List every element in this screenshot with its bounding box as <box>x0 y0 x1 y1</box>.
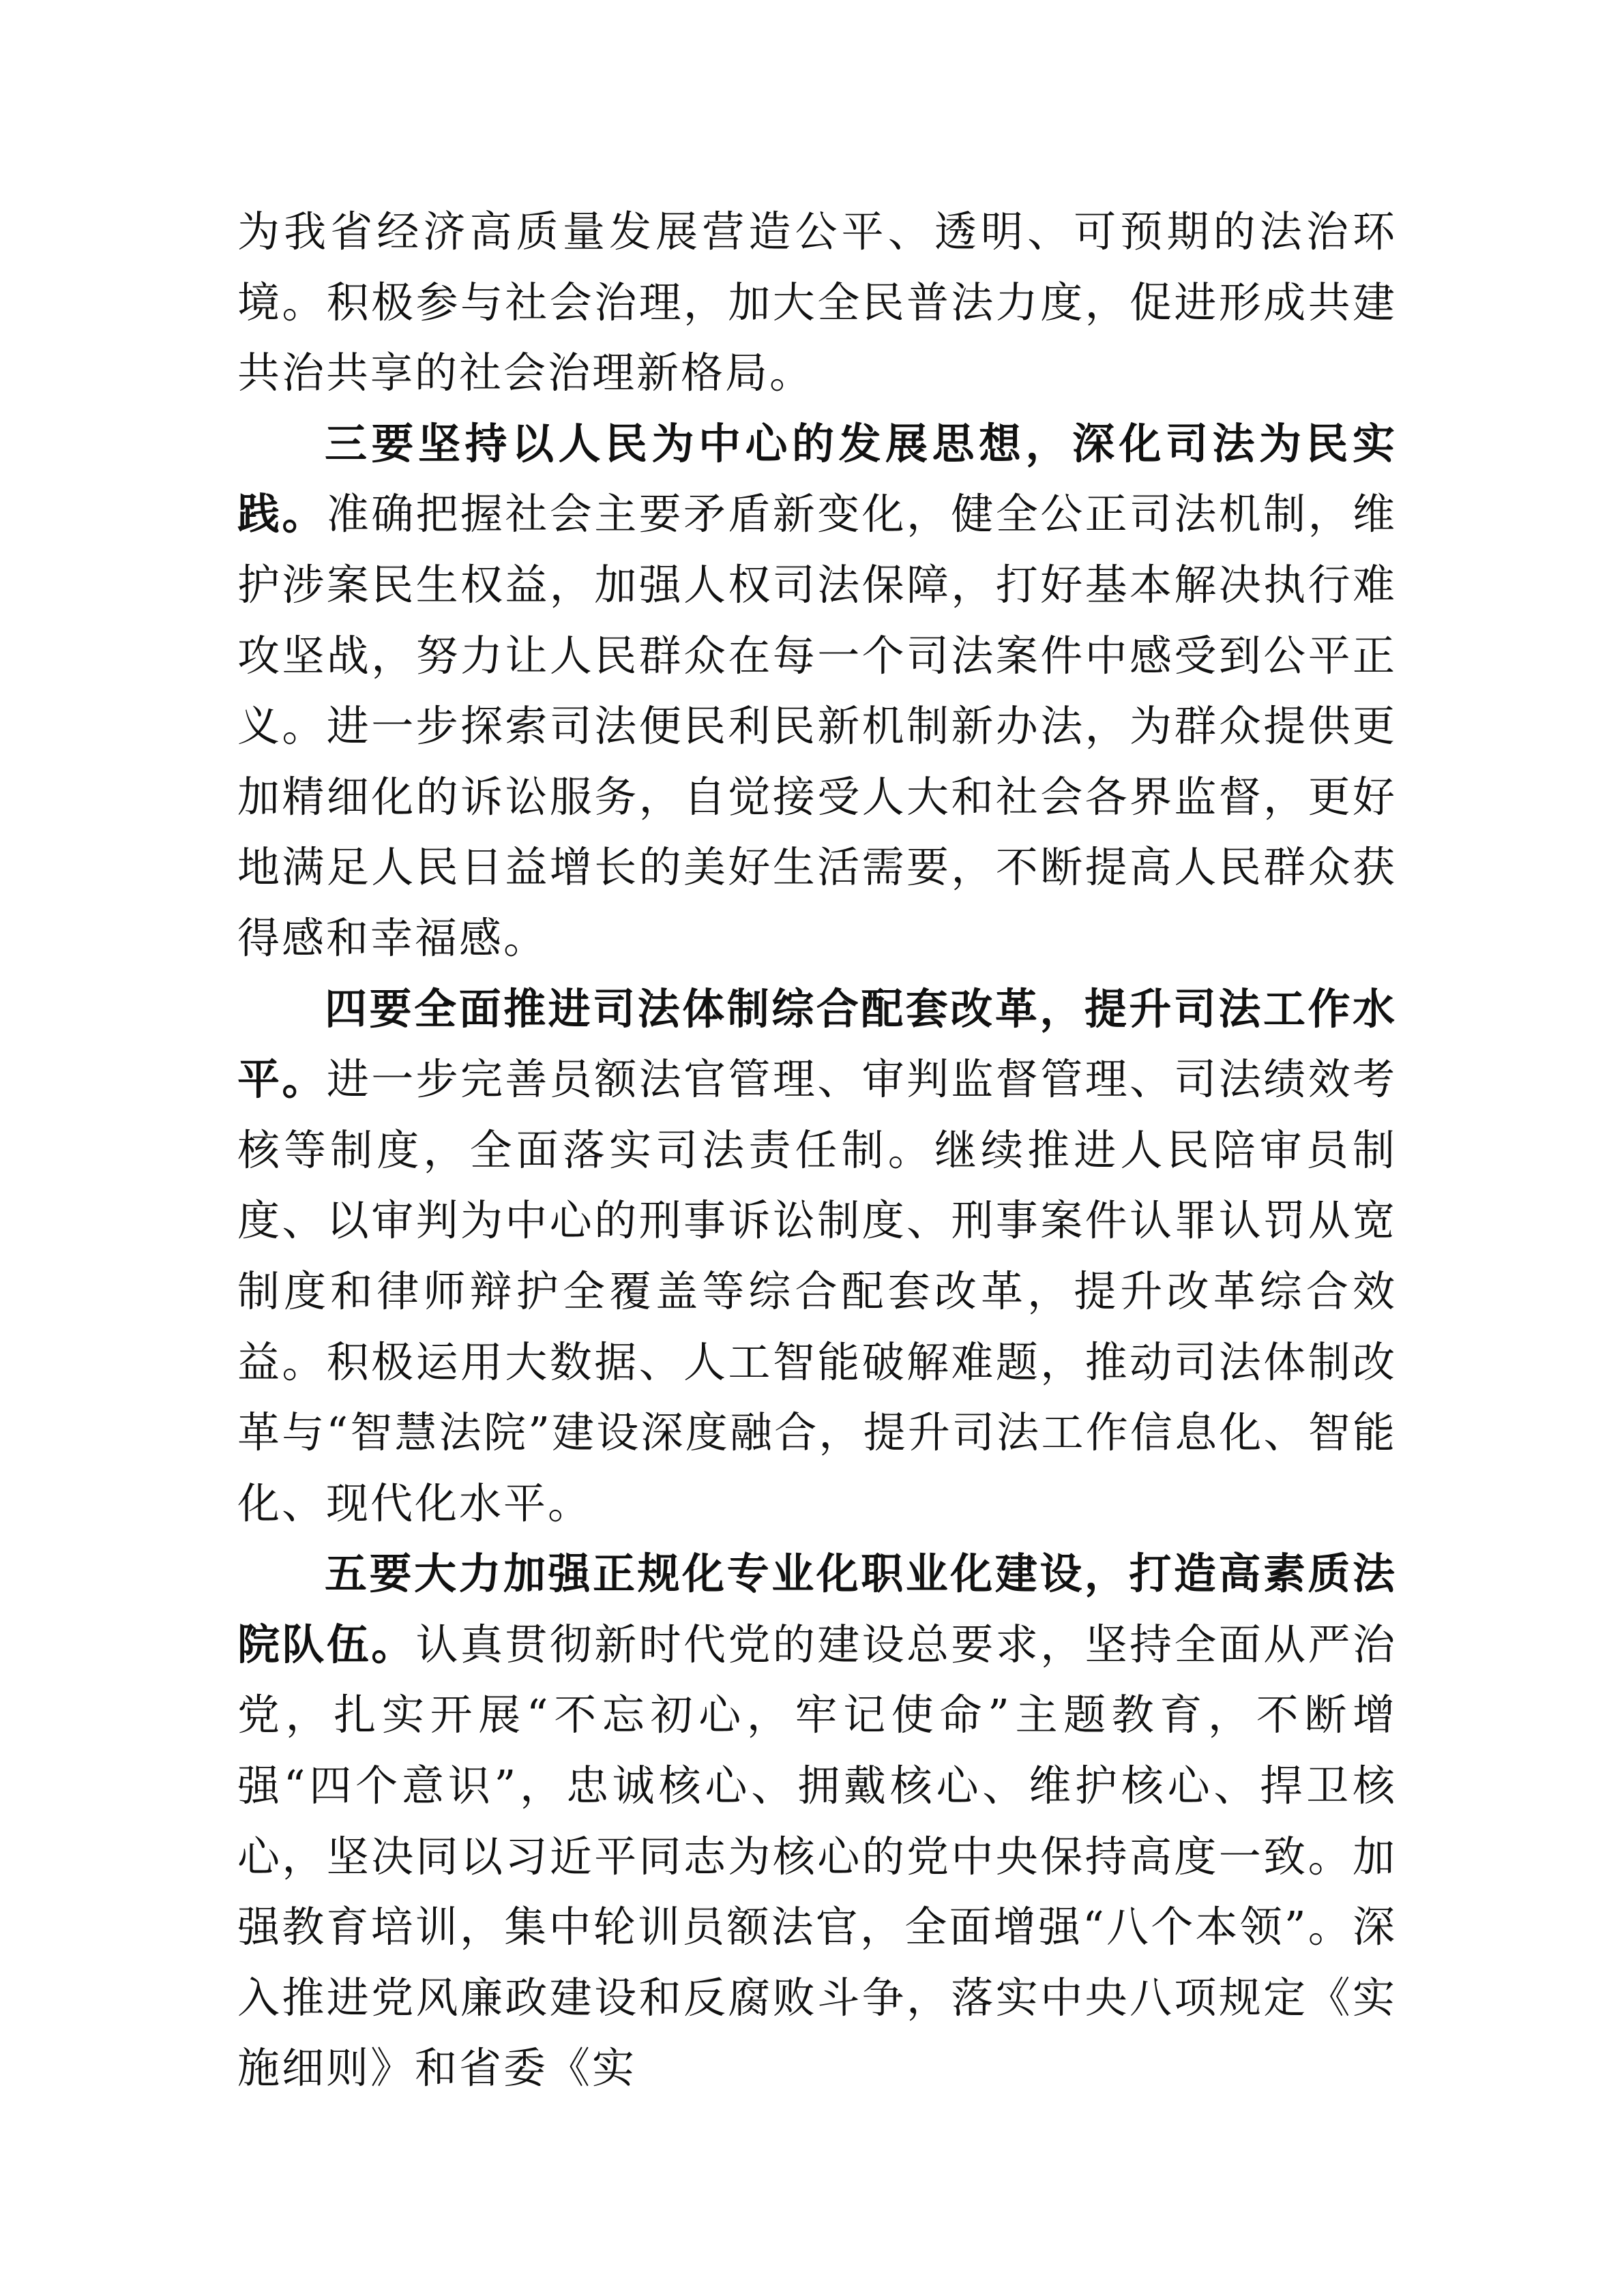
paragraph-point-four <box>237 974 1397 1539</box>
paragraph-body: 认真贯彻新时代党的建设总要求，坚持全面从严治党，扎实开展“不忘初心，牢记使命”主题教育，不断增强“四个意识”，忠诚核心、拥戴核心、维护核心、捍卫核心，坚决同以习近平同志为核心的党中央保持高度一致。加强教育培训，集中轮训员额法官，全面增强“八个本领”。深入推进党风廉政建设和反腐败斗争，落实中央八项规定《实施细则》和省委《实 <box>237 1619 1397 2093</box>
paragraph-body: 进一步完善员额法官管理、审判监督管理、司法绩效考核等制度，全面落实司法责任制。继续推进人民陪审员制度、以审判为中心的刑事诉讼制度、刑事案件认罪认罚从宽制度和律师辩护全覆盖等综合配套改革，提升改革综合效益。积极运用大数据、人工智能破解难题，推动司法体制改革与“智慧法院”建设深度融合，提升司法工作信息化、智能化、现代化水平。 <box>237 1054 1397 1528</box>
paragraph-lead-heading: 四要全面推进司法体制综合配套改革，提升司法工作水平。 <box>237 983 1397 1105</box>
paragraph-body: 为我省经济高质量发展营造公平、透明、可预期的法治环境。积极参与社会治理，加大全民普法力度，促进形成共建共治共享的社会治理新格局。 <box>237 207 1397 398</box>
paragraph-continued <box>237 196 1397 408</box>
paragraph-point-five <box>237 1538 1397 2104</box>
paragraph-lead-heading: 五要大力加强正规化专业化职业化建设，打造高素质法院队伍。 <box>237 1549 1397 1669</box>
paragraph-point-three <box>237 408 1397 974</box>
document-body <box>237 196 1397 2104</box>
paragraph-lead-heading: 三要坚持以人民为中心的发展思想，深化司法为民实践。 <box>237 418 1397 539</box>
paragraph-body: 准确把握社会主要矛盾新变化，健全公正司法机制，维护涉案民生权益，加强人权司法保障，打好基本解决执行难攻坚战，努力让人民群众在每一个司法案件中感受到公平正义。进一步探索司法便民利民新机制新办法，为群众提供更加精细化的诉讼服务，自觉接受人大和社会各界监督，更好地满足人民日益增长的美好生活需要，不断提高人民群众获得感和幸福感。 <box>237 489 1397 963</box>
